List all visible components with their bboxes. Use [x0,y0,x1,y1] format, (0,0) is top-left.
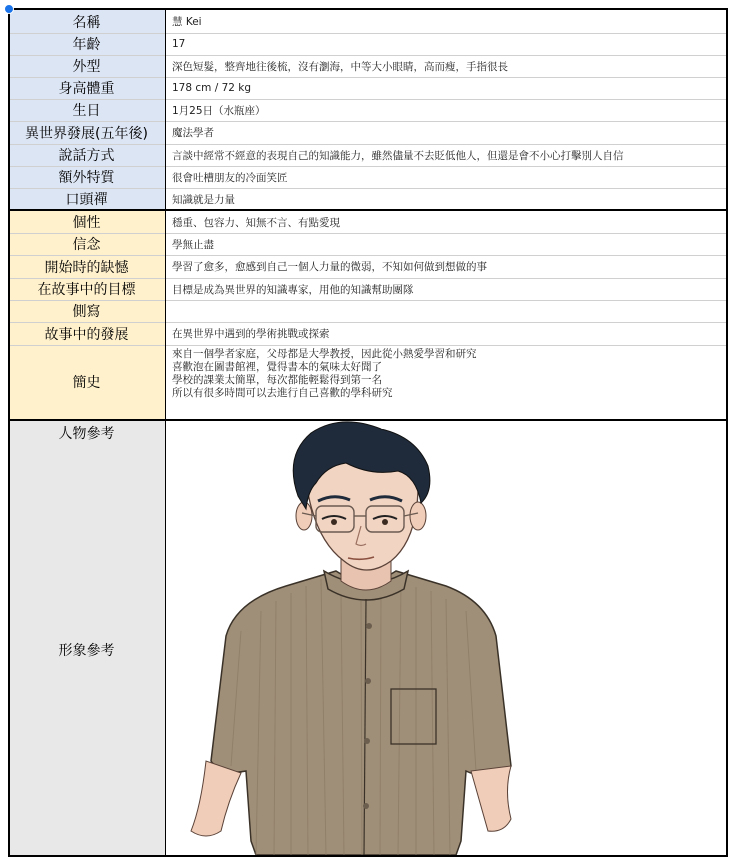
row-height-weight[interactable] [8,77,727,99]
label-catchphrase: 口頭禪 [8,188,165,210]
label-birthday: 生日 [8,99,165,121]
value-story-goal[interactable]: 目標是成為異世界的知識專家，用他的知識幫助團隊 [172,283,414,296]
label-story-development: 故事中的發展 [8,322,165,345]
value-initial-flaw[interactable]: 學習了愈多，愈感到自己一個人力量的微弱，不知如何做到想做的事 [172,261,487,273]
value-speech-style[interactable]: 言談中經常不經意的表現自己的知識能力，雖然儘量不去貶低他人，但還是會不小心打擊別人自信 [172,149,624,162]
label-height-weight: 身高體重 [8,77,165,99]
label-story-goal: 在故事中的目標 [8,278,165,300]
row-initial-flaw[interactable] [8,255,727,278]
value-personality[interactable]: 穩重、包容力、知無不言、有點愛現 [172,216,340,229]
row-belief[interactable] [8,233,727,255]
label-image-reference: 形象參考 [58,643,115,659]
row-personality[interactable] [8,211,727,233]
row-profile[interactable] [8,300,727,322]
label-speech-style: 說話方式 [8,144,165,166]
label-extra-traits: 額外特質 [8,166,165,188]
label-appearance: 外型 [8,55,165,77]
row-reference[interactable] [8,421,727,855]
row-story-development[interactable] [8,322,727,345]
value-isekai-development[interactable]: 魔法學者 [172,127,214,139]
pupil [331,519,337,525]
ear [410,502,426,530]
history-line: 學校的課業太簡單，每次都能輕鬆得到第一名 [172,374,382,386]
row-birthday[interactable] [8,99,727,121]
row-extra-traits[interactable] [8,166,727,188]
label-profile: 側寫 [8,300,165,322]
label-isekai-development: 異世界發展(五年後) [8,121,165,144]
pupil [382,519,388,525]
row-history[interactable] [8,345,727,419]
value-history[interactable] [166,345,726,419]
row-name[interactable] [8,10,727,33]
label-age: 年齡 [8,33,165,55]
label-belief: 信念 [8,233,165,255]
value-appearance[interactable]: 深色短髮，整齊地往後梳，沒有瀏海，中等大小眼睛，高而瘦，手指很長 [172,60,508,73]
value-story-development[interactable]: 在異世界中遇到的學術挑戰或探索 [172,328,330,340]
value-birthday[interactable]: 1月25日（水瓶座） [172,104,266,117]
button [365,678,371,684]
selection-handle[interactable] [4,4,14,14]
value-name[interactable]: 慧 Kei [172,16,202,28]
history-line: 所以有很多時間可以去進行自己喜歡的學科研究 [172,387,393,399]
row-speech-style[interactable] [8,144,727,166]
value-belief[interactable]: 學無止盡 [172,238,214,251]
row-catchphrase[interactable] [8,188,727,210]
value-extra-traits[interactable]: 很會吐槽朋友的冷面笑匠 [172,171,288,184]
reference-image-cell[interactable] [166,421,726,855]
history-line: 喜歡泡在圖書館裡，覺得書本的氣味太好聞了 [172,361,382,373]
label-reference-column [8,421,165,855]
value-profile[interactable] [166,300,726,322]
label-personality: 個性 [8,211,165,233]
button [363,803,369,809]
right-hand [471,766,511,831]
character-illustration [166,421,726,855]
row-age[interactable] [8,33,727,55]
left-hand [191,761,241,836]
row-appearance[interactable] [8,55,727,77]
history-line: 來自一個學者家庭，父母都是大學教授，因此從小熱愛學習和研究 [172,348,477,360]
button [364,738,370,744]
button [366,623,372,629]
label-initial-flaw: 開始時的缺憾 [8,255,165,278]
label-history: 簡史 [8,345,165,419]
value-height-weight[interactable]: 178 cm / 72 kg [172,82,252,94]
row-story-goal[interactable] [8,278,727,300]
label-name: 名稱 [8,10,165,33]
label-character-reference: 人物參考 [58,426,115,442]
value-age[interactable]: 17 [172,38,186,50]
value-catchphrase[interactable]: 知識就是力量 [172,193,235,206]
row-isekai-development[interactable] [8,121,727,144]
